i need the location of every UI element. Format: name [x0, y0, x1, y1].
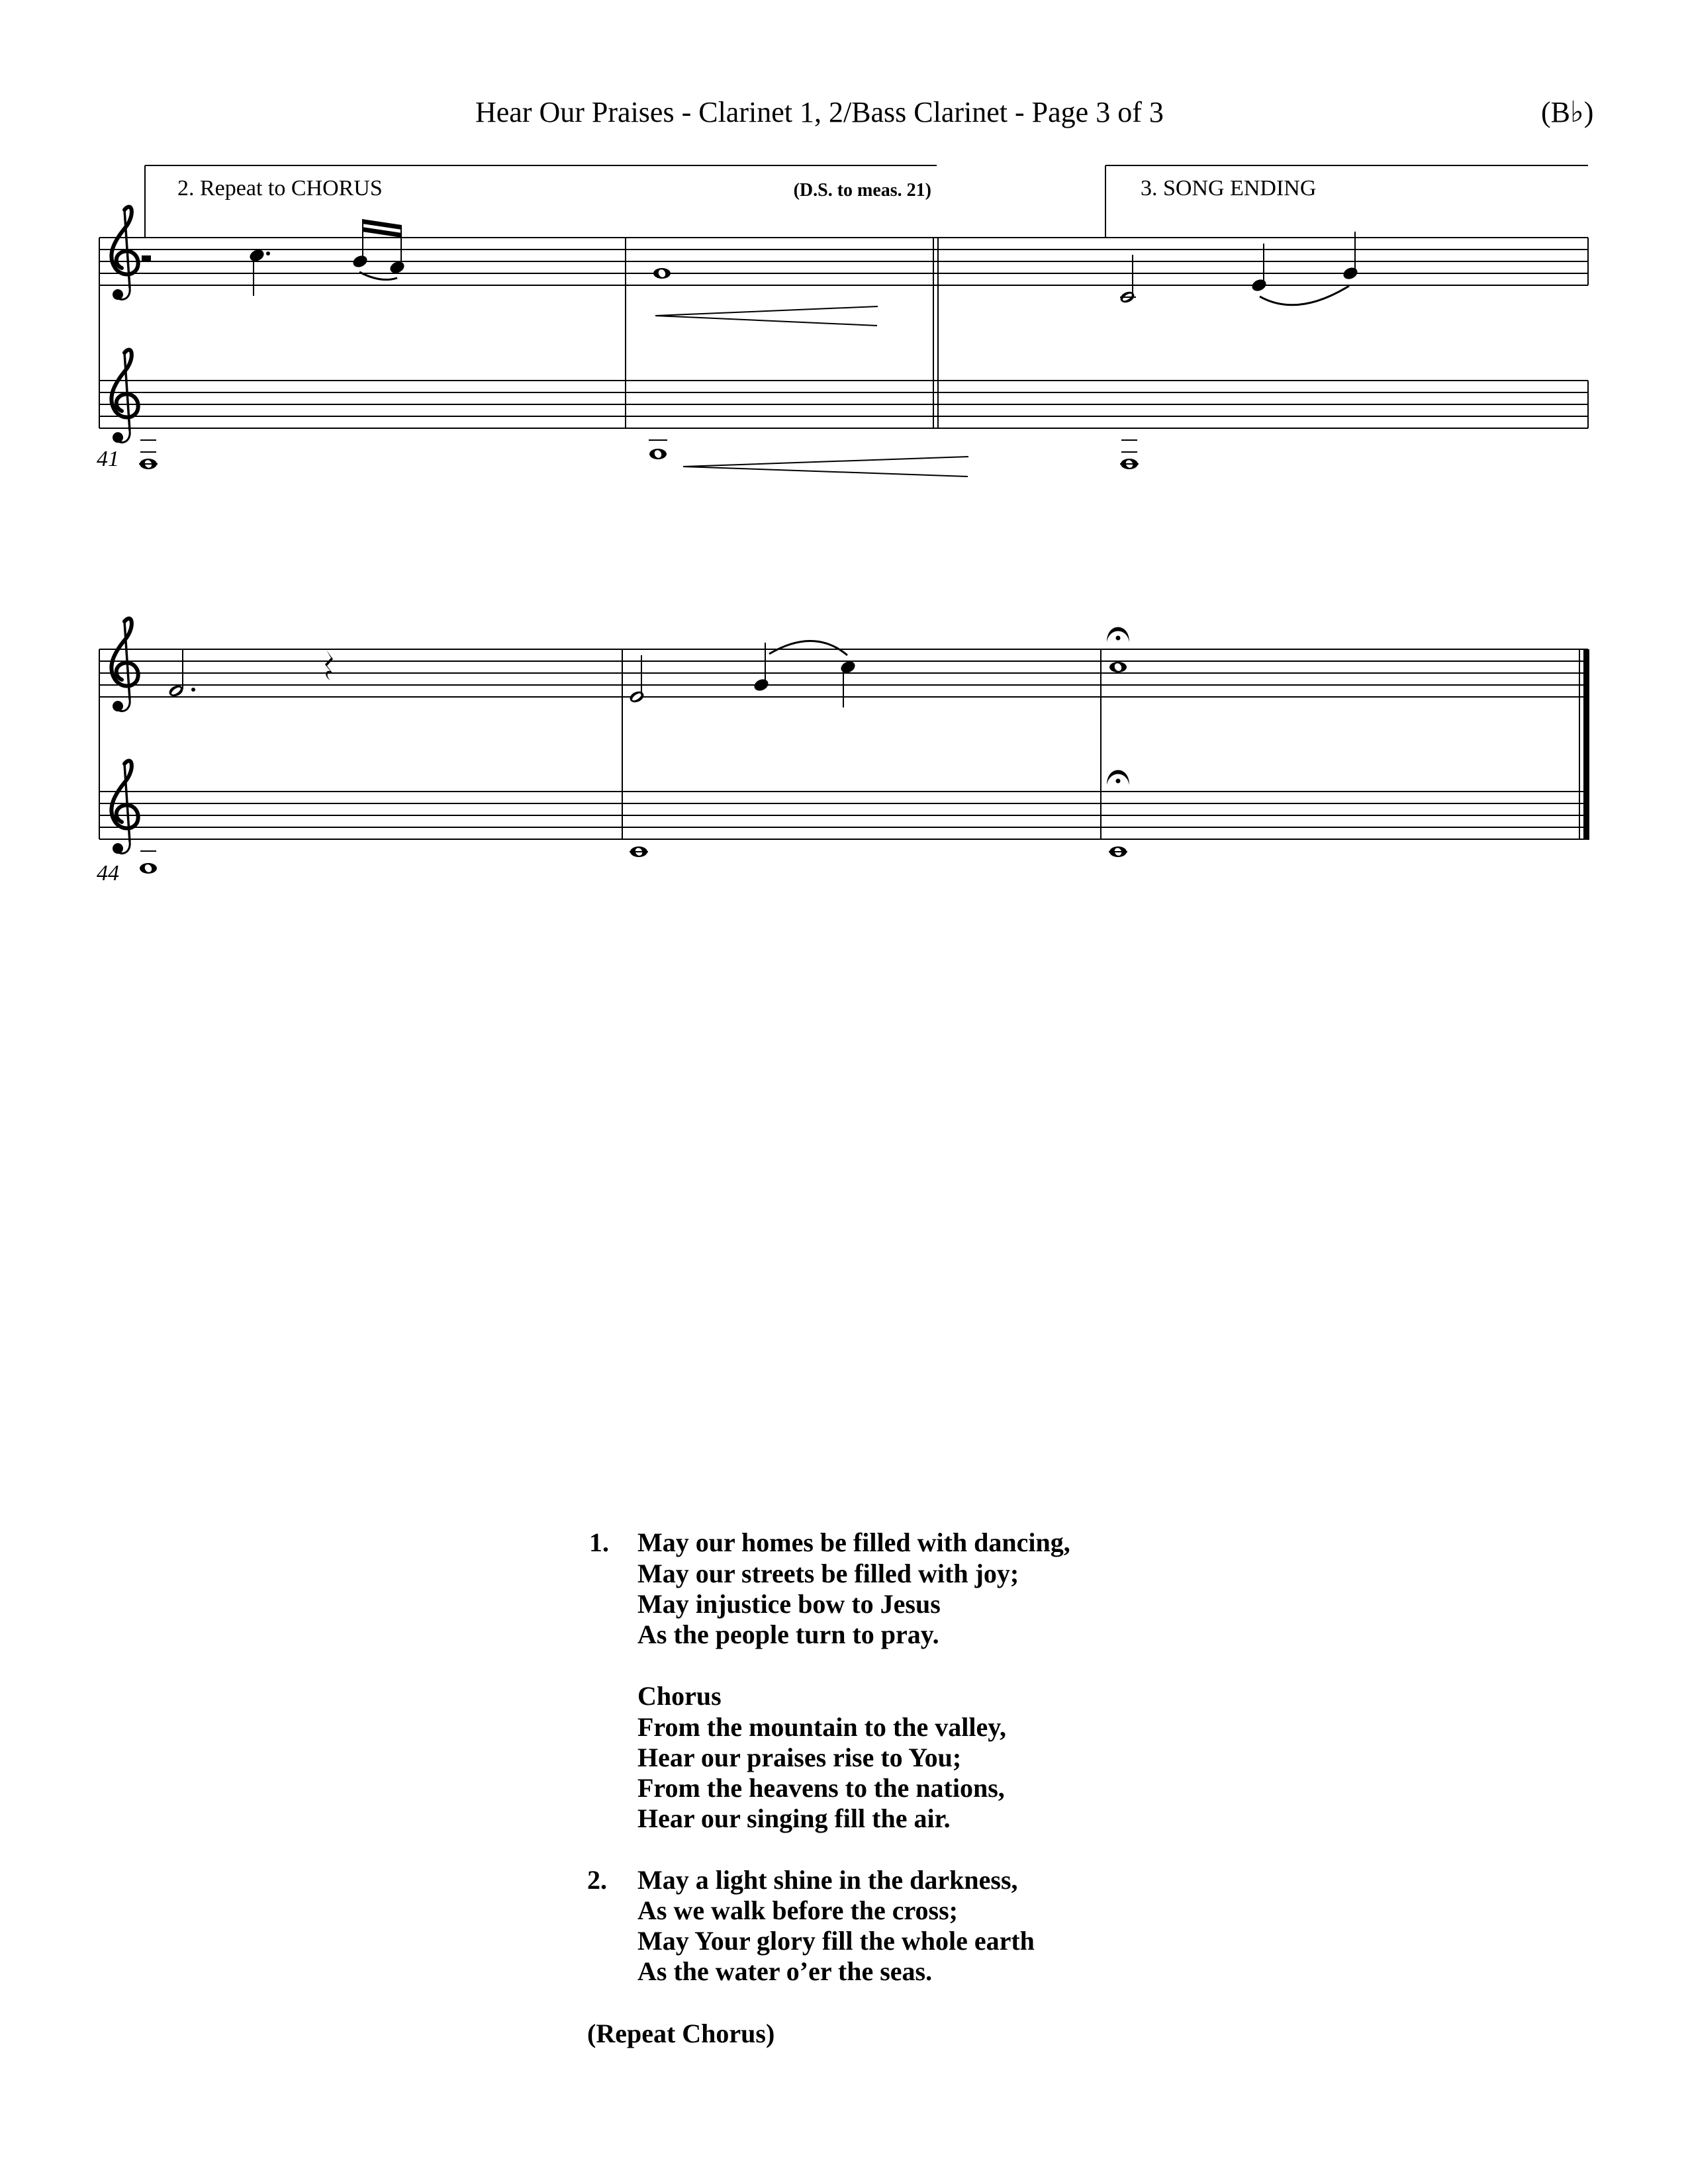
lyric-line: As we walk before the cross;: [637, 1895, 959, 1925]
lyric-line: May injustice bow to Jesus: [637, 1589, 941, 1619]
barlines-2: [99, 649, 1579, 839]
barlines-1: [99, 238, 1588, 428]
lyric-line: As the water o’er the seas.: [637, 1956, 933, 1986]
note: [1342, 265, 1360, 281]
music-score: [0, 0, 1688, 927]
lyric-line: May our homes be filled with dancing,: [637, 1527, 1070, 1557]
final-barline: [1583, 649, 1589, 840]
staff-bottom-1: [99, 381, 1588, 428]
chorus-heading: Chorus: [637, 1681, 722, 1711]
lyric-line: May a light shine in the darkness,: [637, 1865, 1018, 1895]
note: [352, 253, 369, 269]
measure-number: 44: [97, 861, 119, 886]
lyric-line: Hear our singing fill the air.: [637, 1803, 951, 1833]
lyric-line: As the people turn to pray.: [637, 1619, 939, 1649]
ending-3-label: 3. SONG ENDING: [1141, 176, 1317, 201]
note: [140, 863, 157, 874]
fermata-icon: [1107, 627, 1129, 643]
note: [649, 449, 667, 459]
score-svg: [0, 0, 1688, 927]
slur: [769, 641, 847, 655]
lyric-line: Hear our praises rise to You;: [637, 1743, 962, 1772]
note: [1109, 662, 1127, 672]
repeat-chorus-instruction: (Repeat Chorus): [587, 2019, 775, 2048]
decrescendo-hairpin: [683, 457, 968, 477]
decrescendo-hairpin: [655, 306, 878, 326]
note: [1250, 277, 1268, 293]
half-rest: [142, 255, 151, 261]
system-1: [97, 165, 1588, 477]
note: [653, 268, 671, 279]
lyric-line: From the heavens to the nations,: [637, 1773, 1005, 1803]
lyric-line: May our streets be filled with joy;: [637, 1559, 1019, 1588]
note: [628, 690, 645, 705]
lyric-line: May Your glory fill the whole earth: [637, 1926, 1035, 1956]
slur: [1260, 286, 1349, 305]
transposition-key: (B♭): [1541, 96, 1594, 128]
measure-number: 41: [97, 447, 119, 471]
staff-bottom-2: [99, 792, 1588, 839]
page-title: Hear Our Praises - Clarinet 1, 2/Bass Clarinet - Page 3 of 3: [475, 96, 1164, 128]
quarter-rest: [325, 650, 333, 680]
fermata-icon: [1107, 770, 1129, 786]
staff-top-1: [99, 238, 1588, 285]
lyric-line: From the mountain to the valley,: [637, 1712, 1007, 1742]
ds-direction: (D.S. to meas. 21): [793, 180, 931, 201]
verse-number: 1.: [589, 1527, 609, 1557]
verse-number: 2.: [587, 1865, 607, 1895]
system-2: [97, 619, 1589, 886]
ending-2-label: 2. Repeat to CHORUS: [177, 176, 383, 201]
note: [753, 677, 771, 693]
